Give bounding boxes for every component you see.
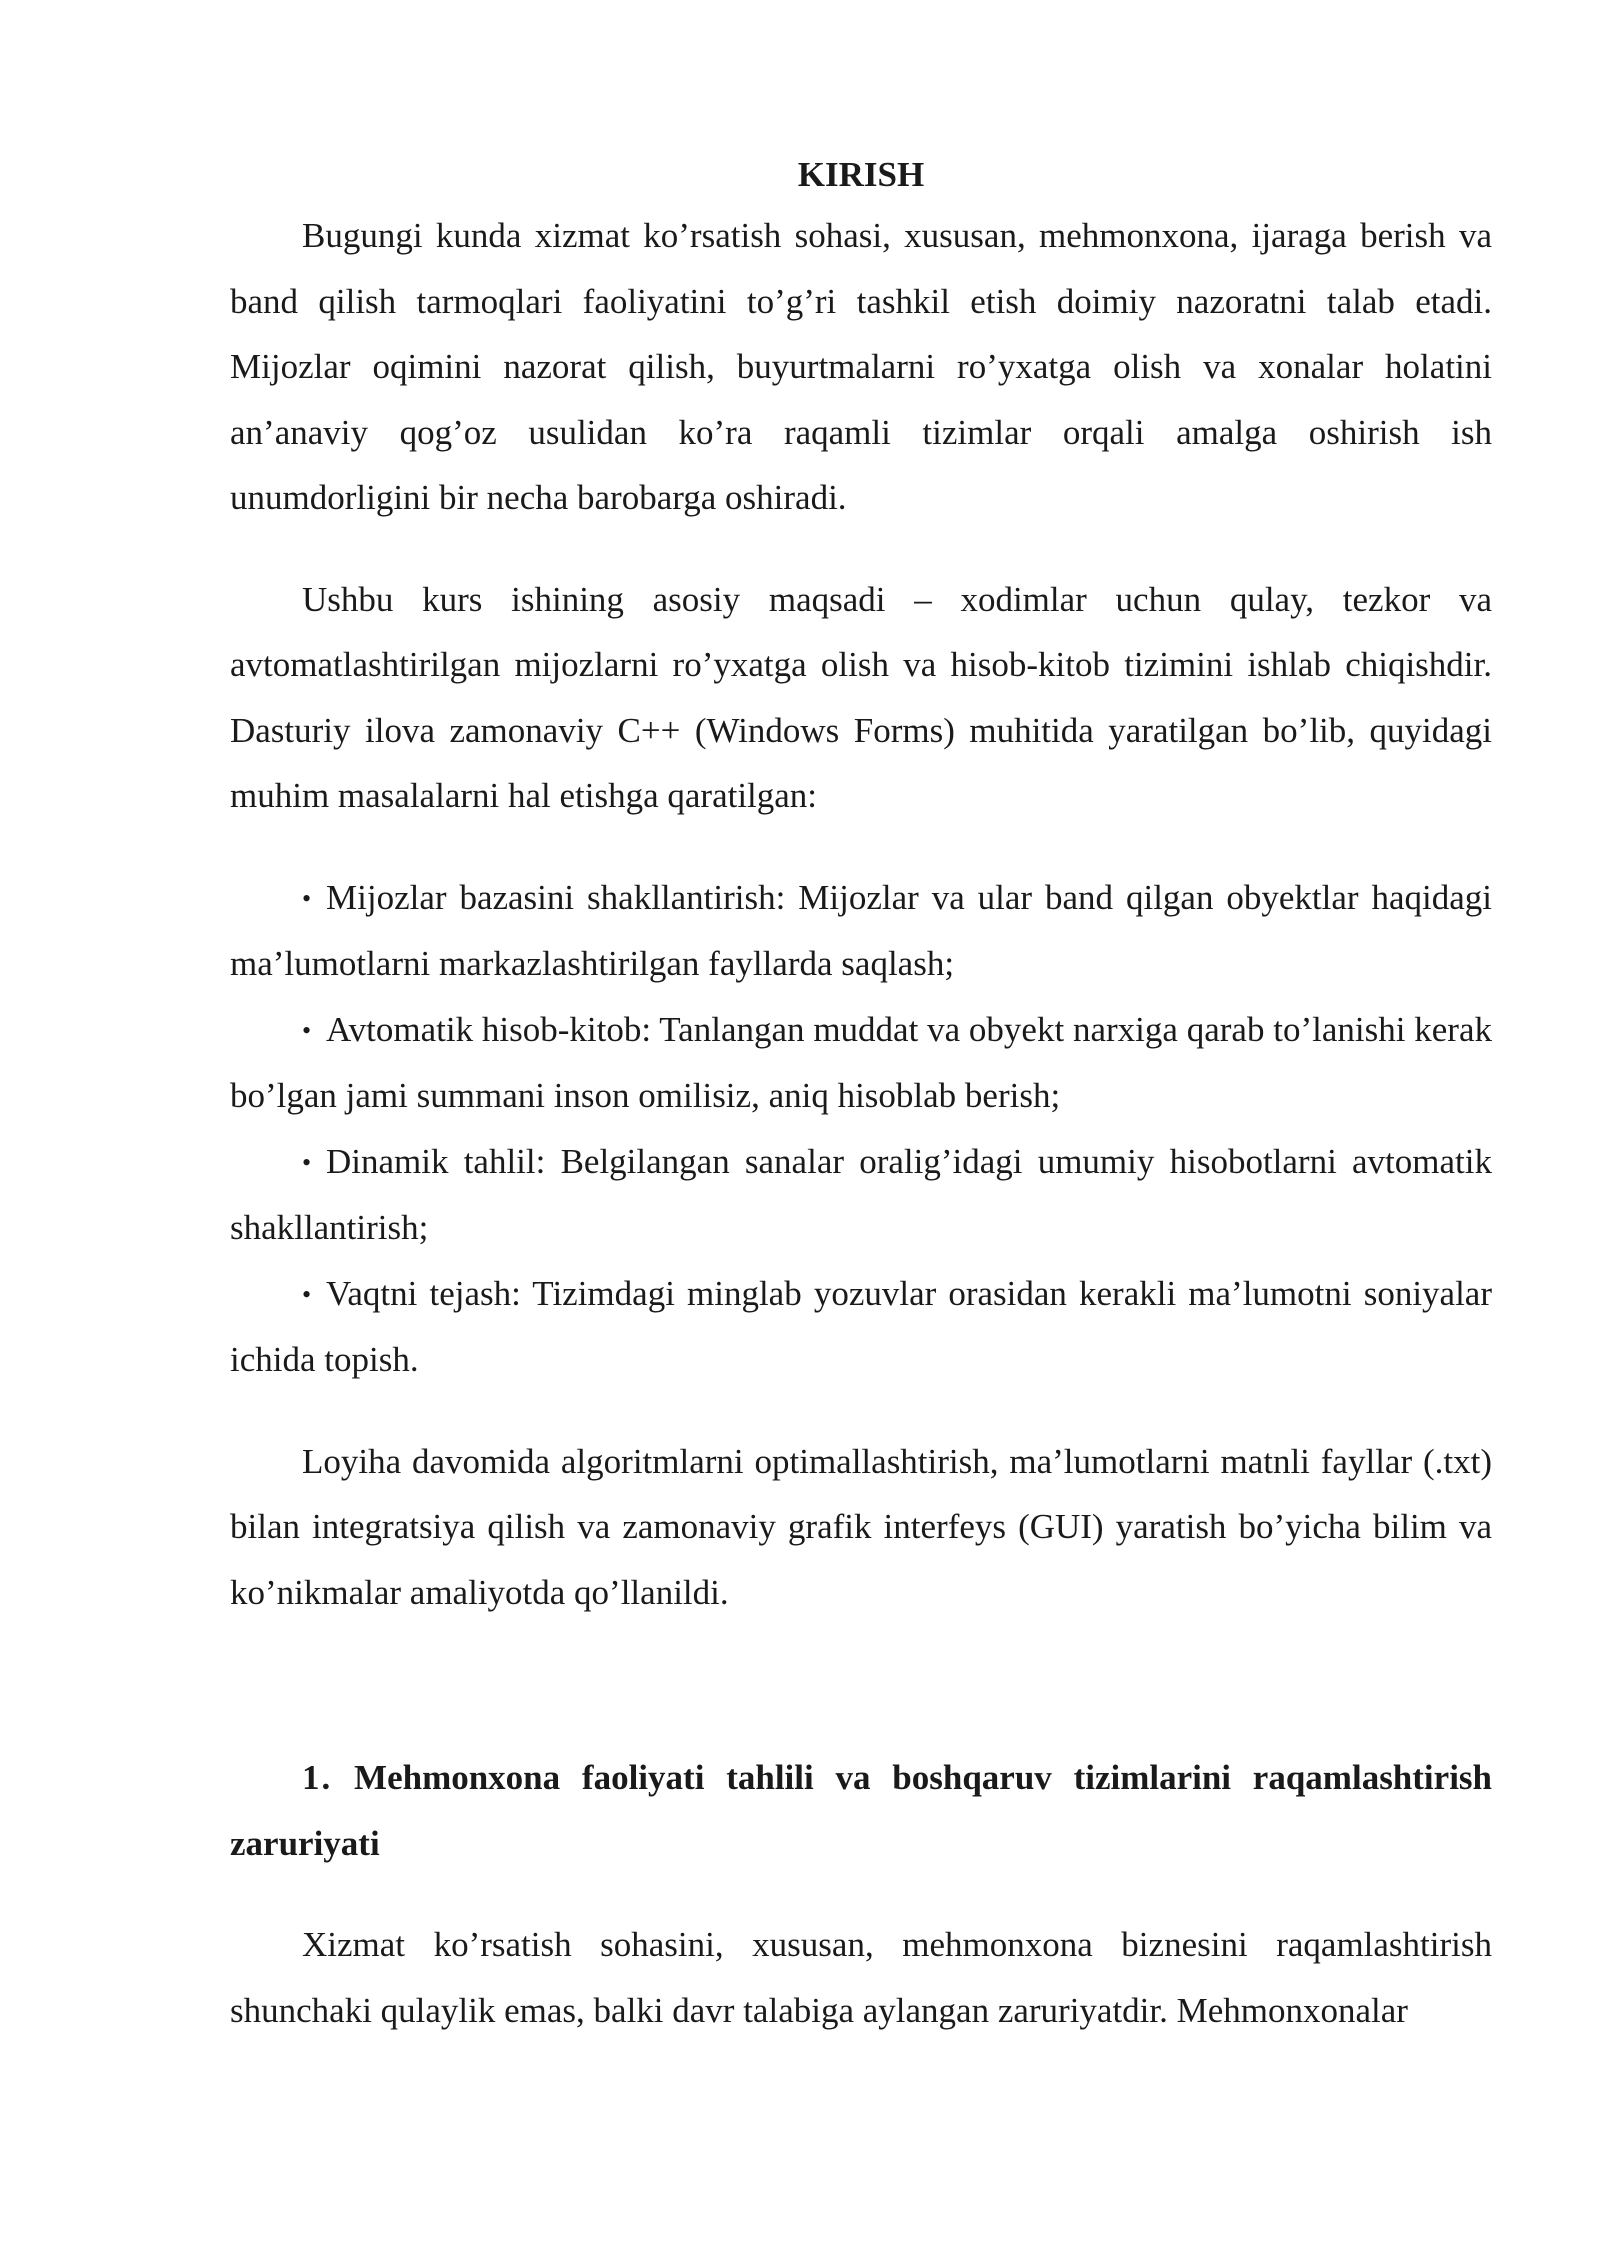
section-paragraph: Xizmat ko’rsatish sohasini, xususan, mehmonxona biznesini raqamlashtirish shunchaki qulaylik emas, balki davr talabiga aylangan zaruriyatdir. Mehmonxonalar <box>230 1925 1492 2030</box>
intro-paragraph-1: Bugungi kunda xizmat ko’rsatish sohasi, xususan, mehmonxona, ijaraga berish va band qilish tarmoqlari faoliyatini to’g’ri tashkil etish doimiy nazoratni talab etadi. Mijozlar oqimini nazorat qilish, buyurtmalarni ro’yxatga olish va xonalar holatini an’anaviy qog’oz usulidan ko’ra raqamli tizimlar orqali amalga oshirish ish unumdorligini bir necha barobarga oshiradi. <box>230 216 1492 517</box>
list-item-text: Mijozlar bazasini shakllantirish: Mijozlar va ular band qilgan obyektlar haqidagi ma’lumotlarni markazlashtirilgan fayllarda saqlash; <box>230 877 1492 983</box>
bullet-icon: • <box>302 1279 312 1309</box>
bullet-icon: • <box>302 883 312 913</box>
list-item <box>230 1261 1492 1393</box>
bullet-icon: • <box>302 1015 312 1045</box>
list-item <box>230 865 1492 997</box>
section-spacer <box>230 1625 1492 1745</box>
closing-paragraph: Loyiha davomida algoritmlarni optimallashtirish, ma’lumotlarni matnli fayllar (.txt) bilan integratsiya qilish va zamonaviy grafik interfeys (GUI) yaratish bo’yicha bilim va ko’nikmalar amaliyotda qo’llanildi. <box>230 1441 1492 1612</box>
section-title-text: Mehmonxona faoliyati tahlili va boshqaruv tizimlarini raqamlashtirish zaruriyati <box>230 1758 1492 1863</box>
page-heading: KIRISH <box>797 155 925 194</box>
list-item <box>230 997 1492 1129</box>
section-number: 1. <box>302 1758 333 1797</box>
list-item-text: Dinamik tahlil: Belgilangan sanalar oralig’idagi umumiy hisobotlarni avtomatik shakllantirish; <box>230 1141 1492 1247</box>
list-item-text: Vaqtni tejash: Tizimdagi minglab yozuvlar orasidan kerakli ma’lumotni soniyalar ichida topish. <box>230 1273 1492 1379</box>
list-item <box>230 1129 1492 1261</box>
goals-list <box>230 865 1492 1393</box>
document-page <box>230 150 1492 2043</box>
intro-paragraph-2: Ushbu kurs ishining asosiy maqsadi – xodimlar uchun qulay, tezkor va avtomatlashtirilgan mijozlarni ro’yxatga olish va hisob-kitob tizimini ishlab chiqishdir. Dasturiy ilova zamonaviy C++ (Windows Forms) muhitida yaratilgan bo’lib, quyidagi muhim masalalarni hal etishga qaratilgan: <box>230 579 1492 815</box>
bullet-icon: • <box>302 1147 312 1177</box>
list-item-text: Avtomatik hisob-kitob: Tanlangan muddat va obyekt narxiga qarab to’lanishi kerak bo’lgan jami summani inson omilisiz, aniq hisoblab berish; <box>230 1009 1492 1115</box>
section-title <box>230 1745 1492 1876</box>
